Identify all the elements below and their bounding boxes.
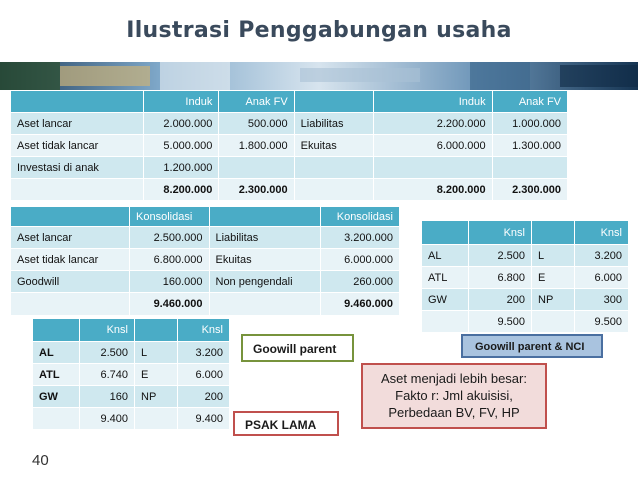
table-row: [11, 113, 568, 135]
header-cell: [422, 221, 469, 245]
header-cell: [33, 319, 80, 342]
row-label: NP: [135, 386, 178, 408]
table-header-row: [11, 91, 568, 113]
table-row: [422, 267, 629, 289]
table-cell: 260.000: [320, 271, 400, 293]
table-header-row: [11, 207, 400, 227]
table-cell: 3.200.000: [320, 227, 400, 249]
row-label: Aset tidak lancar: [11, 135, 144, 157]
table-row: [11, 135, 568, 157]
header-cell: Knsl: [80, 319, 135, 342]
decorative-banner: [0, 62, 638, 90]
row-label: L: [532, 245, 575, 267]
total-row: [11, 293, 400, 316]
header-cell: Knsl: [575, 221, 629, 245]
row-label: ATL: [422, 267, 469, 289]
table-cell: 6.800.000: [130, 249, 210, 271]
table-cell: 500.000: [219, 113, 294, 135]
table-row: [33, 364, 230, 386]
total-cell: 2.300.000: [219, 179, 294, 201]
table-cell: 300: [575, 289, 629, 311]
row-label: [294, 157, 373, 179]
header-cell: Knsl: [469, 221, 532, 245]
row-label: AL: [33, 342, 80, 364]
row-label: L: [135, 342, 178, 364]
table-row: [33, 342, 230, 364]
table-cell: 6.740: [80, 364, 135, 386]
table-cell: 6.000.000: [373, 135, 492, 157]
row-label: [33, 408, 80, 430]
table-cell: 2.500: [80, 342, 135, 364]
header-cell: [532, 221, 575, 245]
table-cell: [219, 157, 294, 179]
table-cell: 160: [80, 386, 135, 408]
table-cell: 3.200: [575, 245, 629, 267]
table-cell: 2.000.000: [144, 113, 219, 135]
table-row: [422, 245, 629, 267]
row-label: Goodwill: [11, 271, 130, 293]
table-cell: 6.800: [469, 267, 532, 289]
row-label: NP: [532, 289, 575, 311]
table-cell: [373, 157, 492, 179]
header-cell: [294, 91, 373, 113]
knsl-left-table: [32, 318, 230, 430]
header-cell: [11, 207, 130, 227]
row-label: GW: [33, 386, 80, 408]
table-row: [422, 289, 629, 311]
table-cell: 5.000.000: [144, 135, 219, 157]
header-cell: [135, 319, 178, 342]
total-cell: 9.400: [80, 408, 135, 430]
row-label: [11, 293, 130, 316]
goodwill-parent-nci-label: Goowill parent & NCI: [461, 334, 603, 358]
table-row: [11, 249, 400, 271]
row-label: Aset tidak lancar: [11, 249, 130, 271]
note-box: [361, 363, 547, 429]
total-row: [422, 311, 629, 333]
table-row: [11, 157, 568, 179]
konsolidasi-table: [10, 206, 400, 316]
row-label: [11, 179, 144, 201]
row-label: GW: [422, 289, 469, 311]
row-label: ATL: [33, 364, 80, 386]
table-cell: 200: [178, 386, 230, 408]
row-label: Liabilitas: [294, 113, 373, 135]
row-label: Liabilitas: [209, 227, 320, 249]
table-cell: 160.000: [130, 271, 210, 293]
table-cell: 1.300.000: [492, 135, 567, 157]
total-cell: 9.460.000: [130, 293, 210, 316]
row-label: [532, 311, 575, 333]
total-cell: 8.200.000: [373, 179, 492, 201]
page-number: 40: [32, 452, 49, 469]
table-cell: 6.000: [575, 267, 629, 289]
row-label: Ekuitas: [294, 135, 373, 157]
table-cell: 6.000.000: [320, 249, 400, 271]
row-label: Investasi di anak: [11, 157, 144, 179]
table-row: [11, 227, 400, 249]
table-cell: 2.500: [469, 245, 532, 267]
row-label: [294, 179, 373, 201]
header-cell: [209, 207, 320, 227]
row-label: [135, 408, 178, 430]
header-cell: Induk: [373, 91, 492, 113]
balance-sheet-table: [10, 90, 568, 201]
header-cell: Anak FV: [492, 91, 567, 113]
psak-lama-label: PSAK LAMA: [233, 411, 339, 436]
table-row: [11, 271, 400, 293]
header-cell: [11, 91, 144, 113]
table-cell: 3.200: [178, 342, 230, 364]
total-cell: 9.400: [178, 408, 230, 430]
header-cell: Induk: [144, 91, 219, 113]
row-label: AL: [422, 245, 469, 267]
total-row: [11, 179, 568, 201]
total-cell: 9.460.000: [320, 293, 400, 316]
row-label: E: [532, 267, 575, 289]
header-cell: Knsl: [178, 319, 230, 342]
table-cell: [492, 157, 567, 179]
table-header-row: [33, 319, 230, 342]
row-label: Aset lancar: [11, 227, 130, 249]
table-cell: 200: [469, 289, 532, 311]
table-cell: 2.500.000: [130, 227, 210, 249]
header-cell: Konsolidasi: [320, 207, 400, 227]
row-label: Aset lancar: [11, 113, 144, 135]
row-label: [422, 311, 469, 333]
total-cell: 9.500: [469, 311, 532, 333]
knsl-right-table: [421, 220, 629, 333]
table-cell: 2.200.000: [373, 113, 492, 135]
table-cell: 1.000.000: [492, 113, 567, 135]
row-label: Non pengendali: [209, 271, 320, 293]
row-label: Ekuitas: [209, 249, 320, 271]
slide-title: Ilustrasi Penggabungan usaha: [126, 18, 512, 43]
header-cell: Anak FV: [219, 91, 294, 113]
total-row: [33, 408, 230, 430]
table-cell: 1.200.000: [144, 157, 219, 179]
note-line: Fakto r: Jml akuisisi,: [395, 388, 513, 403]
total-cell: 8.200.000: [144, 179, 219, 201]
table-cell: 1.800.000: [219, 135, 294, 157]
row-label: E: [135, 364, 178, 386]
note-line: Aset menjadi lebih besar:: [381, 371, 527, 386]
note-line: Perbedaan BV, FV, HP: [388, 405, 520, 420]
header-cell: Konsolidasi: [130, 207, 210, 227]
table-header-row: [422, 221, 629, 245]
table-row: [33, 386, 230, 408]
row-label: [209, 293, 320, 316]
table-cell: 6.000: [178, 364, 230, 386]
goodwill-parent-label: Goowill parent: [241, 334, 354, 362]
total-cell: 2.300.000: [492, 179, 567, 201]
total-cell: 9.500: [575, 311, 629, 333]
